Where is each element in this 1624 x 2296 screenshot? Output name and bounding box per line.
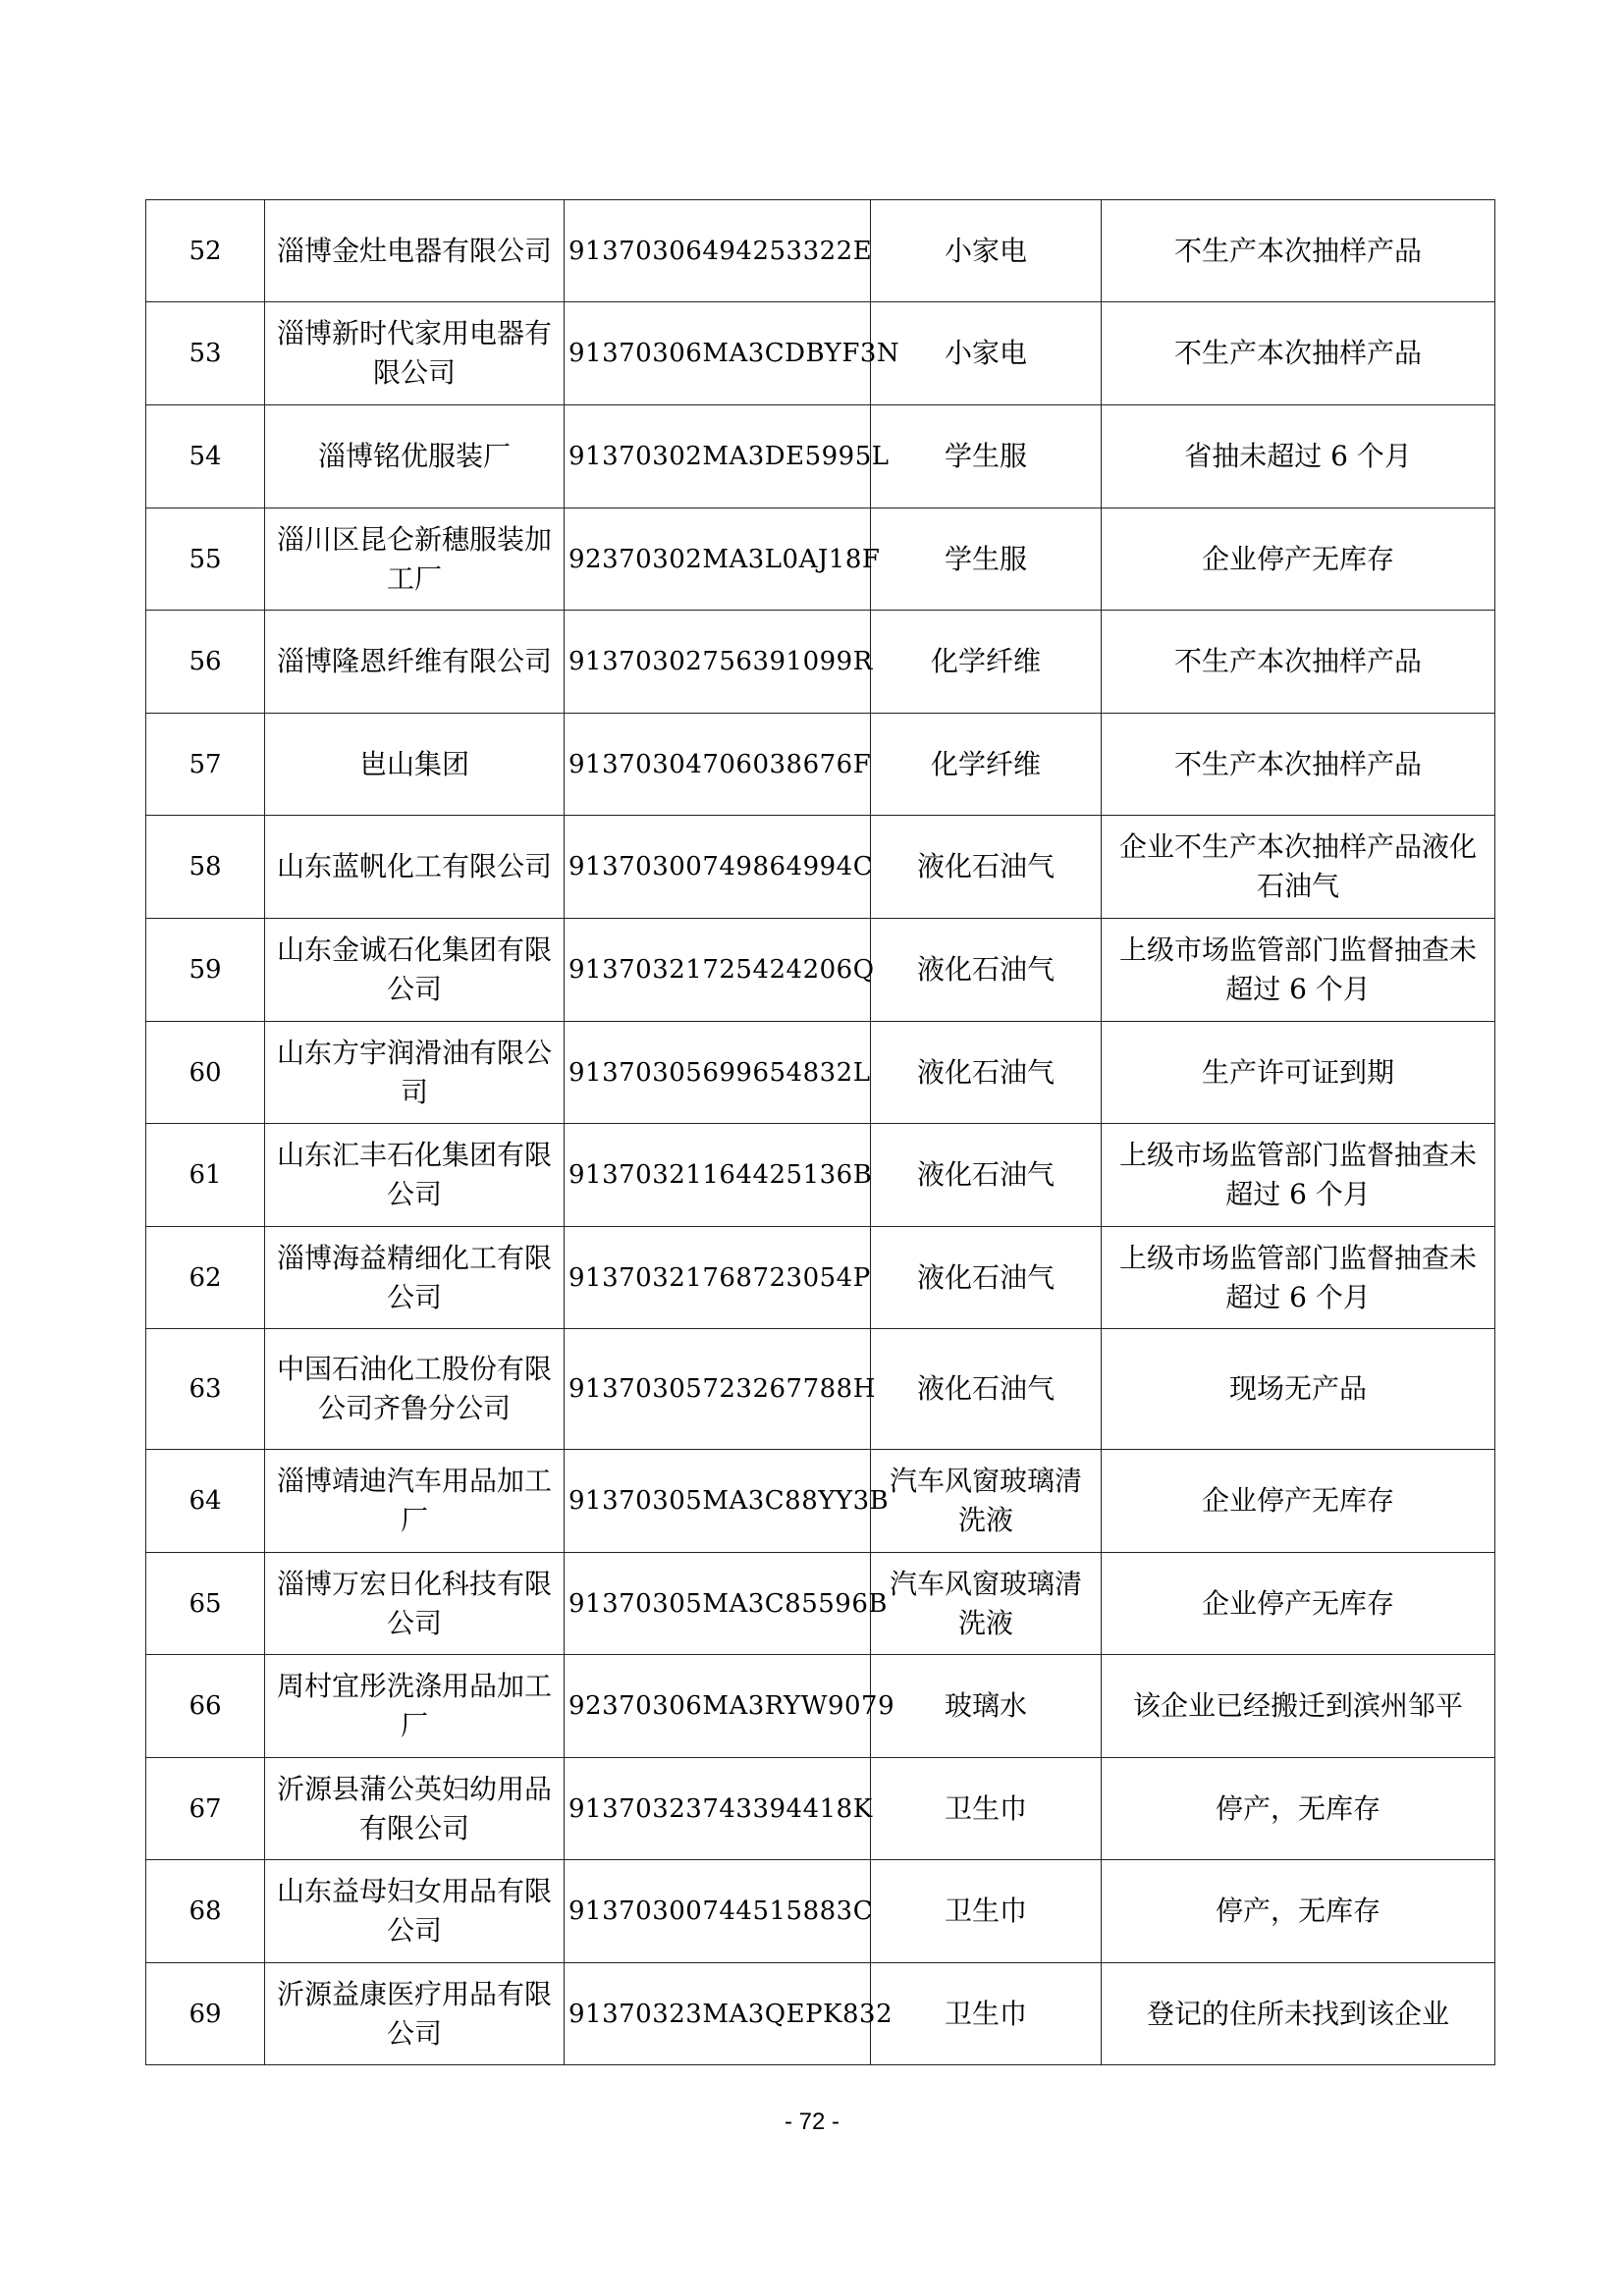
product-type: 液化石油气 <box>871 1124 1102 1227</box>
company-name: 淄博隆恩纤维有限公司 <box>265 611 565 714</box>
credit-code: 91370306MA3CDBYF3N <box>565 302 871 405</box>
reason: 企业停产无库存 <box>1102 1553 1495 1655</box>
reason: 生产许可证到期 <box>1102 1022 1495 1124</box>
reason: 企业不生产本次抽样产品液化石油气 <box>1102 816 1495 919</box>
company-name: 中国石油化工股份有限公司齐鲁分公司 <box>265 1329 565 1450</box>
company-name: 淄博金灶电器有限公司 <box>265 200 565 302</box>
page-number: - 72 - <box>784 2109 839 2135</box>
reason: 登记的住所未找到该企业 <box>1102 1963 1495 2065</box>
table-row <box>146 1655 1495 1758</box>
row-number: 53 <box>146 302 265 405</box>
table-row <box>146 1758 1495 1860</box>
table-row <box>146 919 1495 1022</box>
product-type: 小家电 <box>871 302 1102 405</box>
product-type: 液化石油气 <box>871 1022 1102 1124</box>
company-name: 周村宜彤洗涤用品加工厂 <box>265 1655 565 1758</box>
credit-code: 91370321768723054P <box>565 1227 871 1329</box>
product-type: 卫生巾 <box>871 1758 1102 1860</box>
company-name: 淄博万宏日化科技有限公司 <box>265 1553 565 1655</box>
reason: 不生产本次抽样产品 <box>1102 714 1495 816</box>
credit-code: 91370305MA3C85596B <box>565 1553 871 1655</box>
product-type: 汽车风窗玻璃清洗液 <box>871 1450 1102 1553</box>
records-table <box>145 199 1495 2065</box>
reason: 不生产本次抽样产品 <box>1102 611 1495 714</box>
row-number: 63 <box>146 1329 265 1450</box>
table-row <box>146 1124 1495 1227</box>
table-row <box>146 714 1495 816</box>
company-name: 淄川区昆仑新穗服装加工厂 <box>265 508 565 611</box>
table-row <box>146 1860 1495 1963</box>
company-name: 山东汇丰石化集团有限公司 <box>265 1124 565 1227</box>
company-name: 淄博铭优服装厂 <box>265 405 565 508</box>
product-type: 卫生巾 <box>871 1860 1102 1963</box>
row-number: 66 <box>146 1655 265 1758</box>
credit-code: 91370323743394418K <box>565 1758 871 1860</box>
company-name: 淄博海益精细化工有限公司 <box>265 1227 565 1329</box>
table-row <box>146 1022 1495 1124</box>
row-number: 65 <box>146 1553 265 1655</box>
reason: 不生产本次抽样产品 <box>1102 200 1495 302</box>
row-number: 67 <box>146 1758 265 1860</box>
credit-code: 92370302MA3L0AJ18F <box>565 508 871 611</box>
product-type: 小家电 <box>871 200 1102 302</box>
row-number: 59 <box>146 919 265 1022</box>
product-type: 液化石油气 <box>871 919 1102 1022</box>
credit-code: 91370300749864994C <box>565 816 871 919</box>
table-row <box>146 405 1495 508</box>
table-row <box>146 508 1495 611</box>
product-type: 液化石油气 <box>871 1329 1102 1450</box>
company-name: 山东蓝帆化工有限公司 <box>265 816 565 919</box>
product-type: 卫生巾 <box>871 1963 1102 2065</box>
reason: 上级市场监管部门监督抽查未超过 6 个月 <box>1102 919 1495 1022</box>
table-row <box>146 1329 1495 1450</box>
table-row <box>146 1553 1495 1655</box>
row-number: 56 <box>146 611 265 714</box>
company-name: 山东金诚石化集团有限公司 <box>265 919 565 1022</box>
row-number: 60 <box>146 1022 265 1124</box>
company-name: 沂源益康医疗用品有限公司 <box>265 1963 565 2065</box>
company-name: 淄博靖迪汽车用品加工厂 <box>265 1450 565 1553</box>
product-type: 学生服 <box>871 508 1102 611</box>
product-type: 液化石油气 <box>871 816 1102 919</box>
reason: 停产，无库存 <box>1102 1860 1495 1963</box>
credit-code: 91370305723267788H <box>565 1329 871 1450</box>
company-name: 岜山集团 <box>265 714 565 816</box>
credit-code: 91370306494253322E <box>565 200 871 302</box>
reason: 停产，无库存 <box>1102 1758 1495 1860</box>
product-type: 化学纤维 <box>871 714 1102 816</box>
credit-code: 91370302MA3DE5995L <box>565 405 871 508</box>
reason: 该企业已经搬迁到滨州邹平 <box>1102 1655 1495 1758</box>
reason: 上级市场监管部门监督抽查未超过 6 个月 <box>1102 1124 1495 1227</box>
reason: 不生产本次抽样产品 <box>1102 302 1495 405</box>
reason: 企业停产无库存 <box>1102 508 1495 611</box>
product-type: 学生服 <box>871 405 1102 508</box>
credit-code: 91370323MA3QEPK832 <box>565 1963 871 2065</box>
row-number: 57 <box>146 714 265 816</box>
company-name: 淄博新时代家用电器有限公司 <box>265 302 565 405</box>
company-name: 山东方宇润滑油有限公司 <box>265 1022 565 1124</box>
row-number: 62 <box>146 1227 265 1329</box>
table-row <box>146 611 1495 714</box>
credit-code: 91370305MA3C88YY3B <box>565 1450 871 1553</box>
reason: 省抽未超过 6 个月 <box>1102 405 1495 508</box>
row-number: 69 <box>146 1963 265 2065</box>
table-row <box>146 302 1495 405</box>
credit-code: 91370305699654832L <box>565 1022 871 1124</box>
reason: 企业停产无库存 <box>1102 1450 1495 1553</box>
product-type: 化学纤维 <box>871 611 1102 714</box>
table-row <box>146 1227 1495 1329</box>
row-number: 52 <box>146 200 265 302</box>
product-type: 玻璃水 <box>871 1655 1102 1758</box>
row-number: 68 <box>146 1860 265 1963</box>
credit-code: 91370304706038676F <box>565 714 871 816</box>
product-type: 汽车风窗玻璃清洗液 <box>871 1553 1102 1655</box>
row-number: 55 <box>146 508 265 611</box>
company-name: 山东益母妇女用品有限公司 <box>265 1860 565 1963</box>
credit-code: 91370300744515883C <box>565 1860 871 1963</box>
row-number: 54 <box>146 405 265 508</box>
table-row <box>146 816 1495 919</box>
row-number: 61 <box>146 1124 265 1227</box>
table-row <box>146 200 1495 302</box>
reason: 上级市场监管部门监督抽查未超过 6 个月 <box>1102 1227 1495 1329</box>
credit-code: 91370321164425136B <box>565 1124 871 1227</box>
table-row <box>146 1450 1495 1553</box>
credit-code: 91370321725424206Q <box>565 919 871 1022</box>
credit-code: 91370302756391099R <box>565 611 871 714</box>
product-type: 液化石油气 <box>871 1227 1102 1329</box>
credit-code: 92370306MA3RYW9079 <box>565 1655 871 1758</box>
table-row <box>146 1963 1495 2065</box>
reason: 现场无产品 <box>1102 1329 1495 1450</box>
company-name: 沂源县蒲公英妇幼用品有限公司 <box>265 1758 565 1860</box>
row-number: 64 <box>146 1450 265 1553</box>
row-number: 58 <box>146 816 265 919</box>
